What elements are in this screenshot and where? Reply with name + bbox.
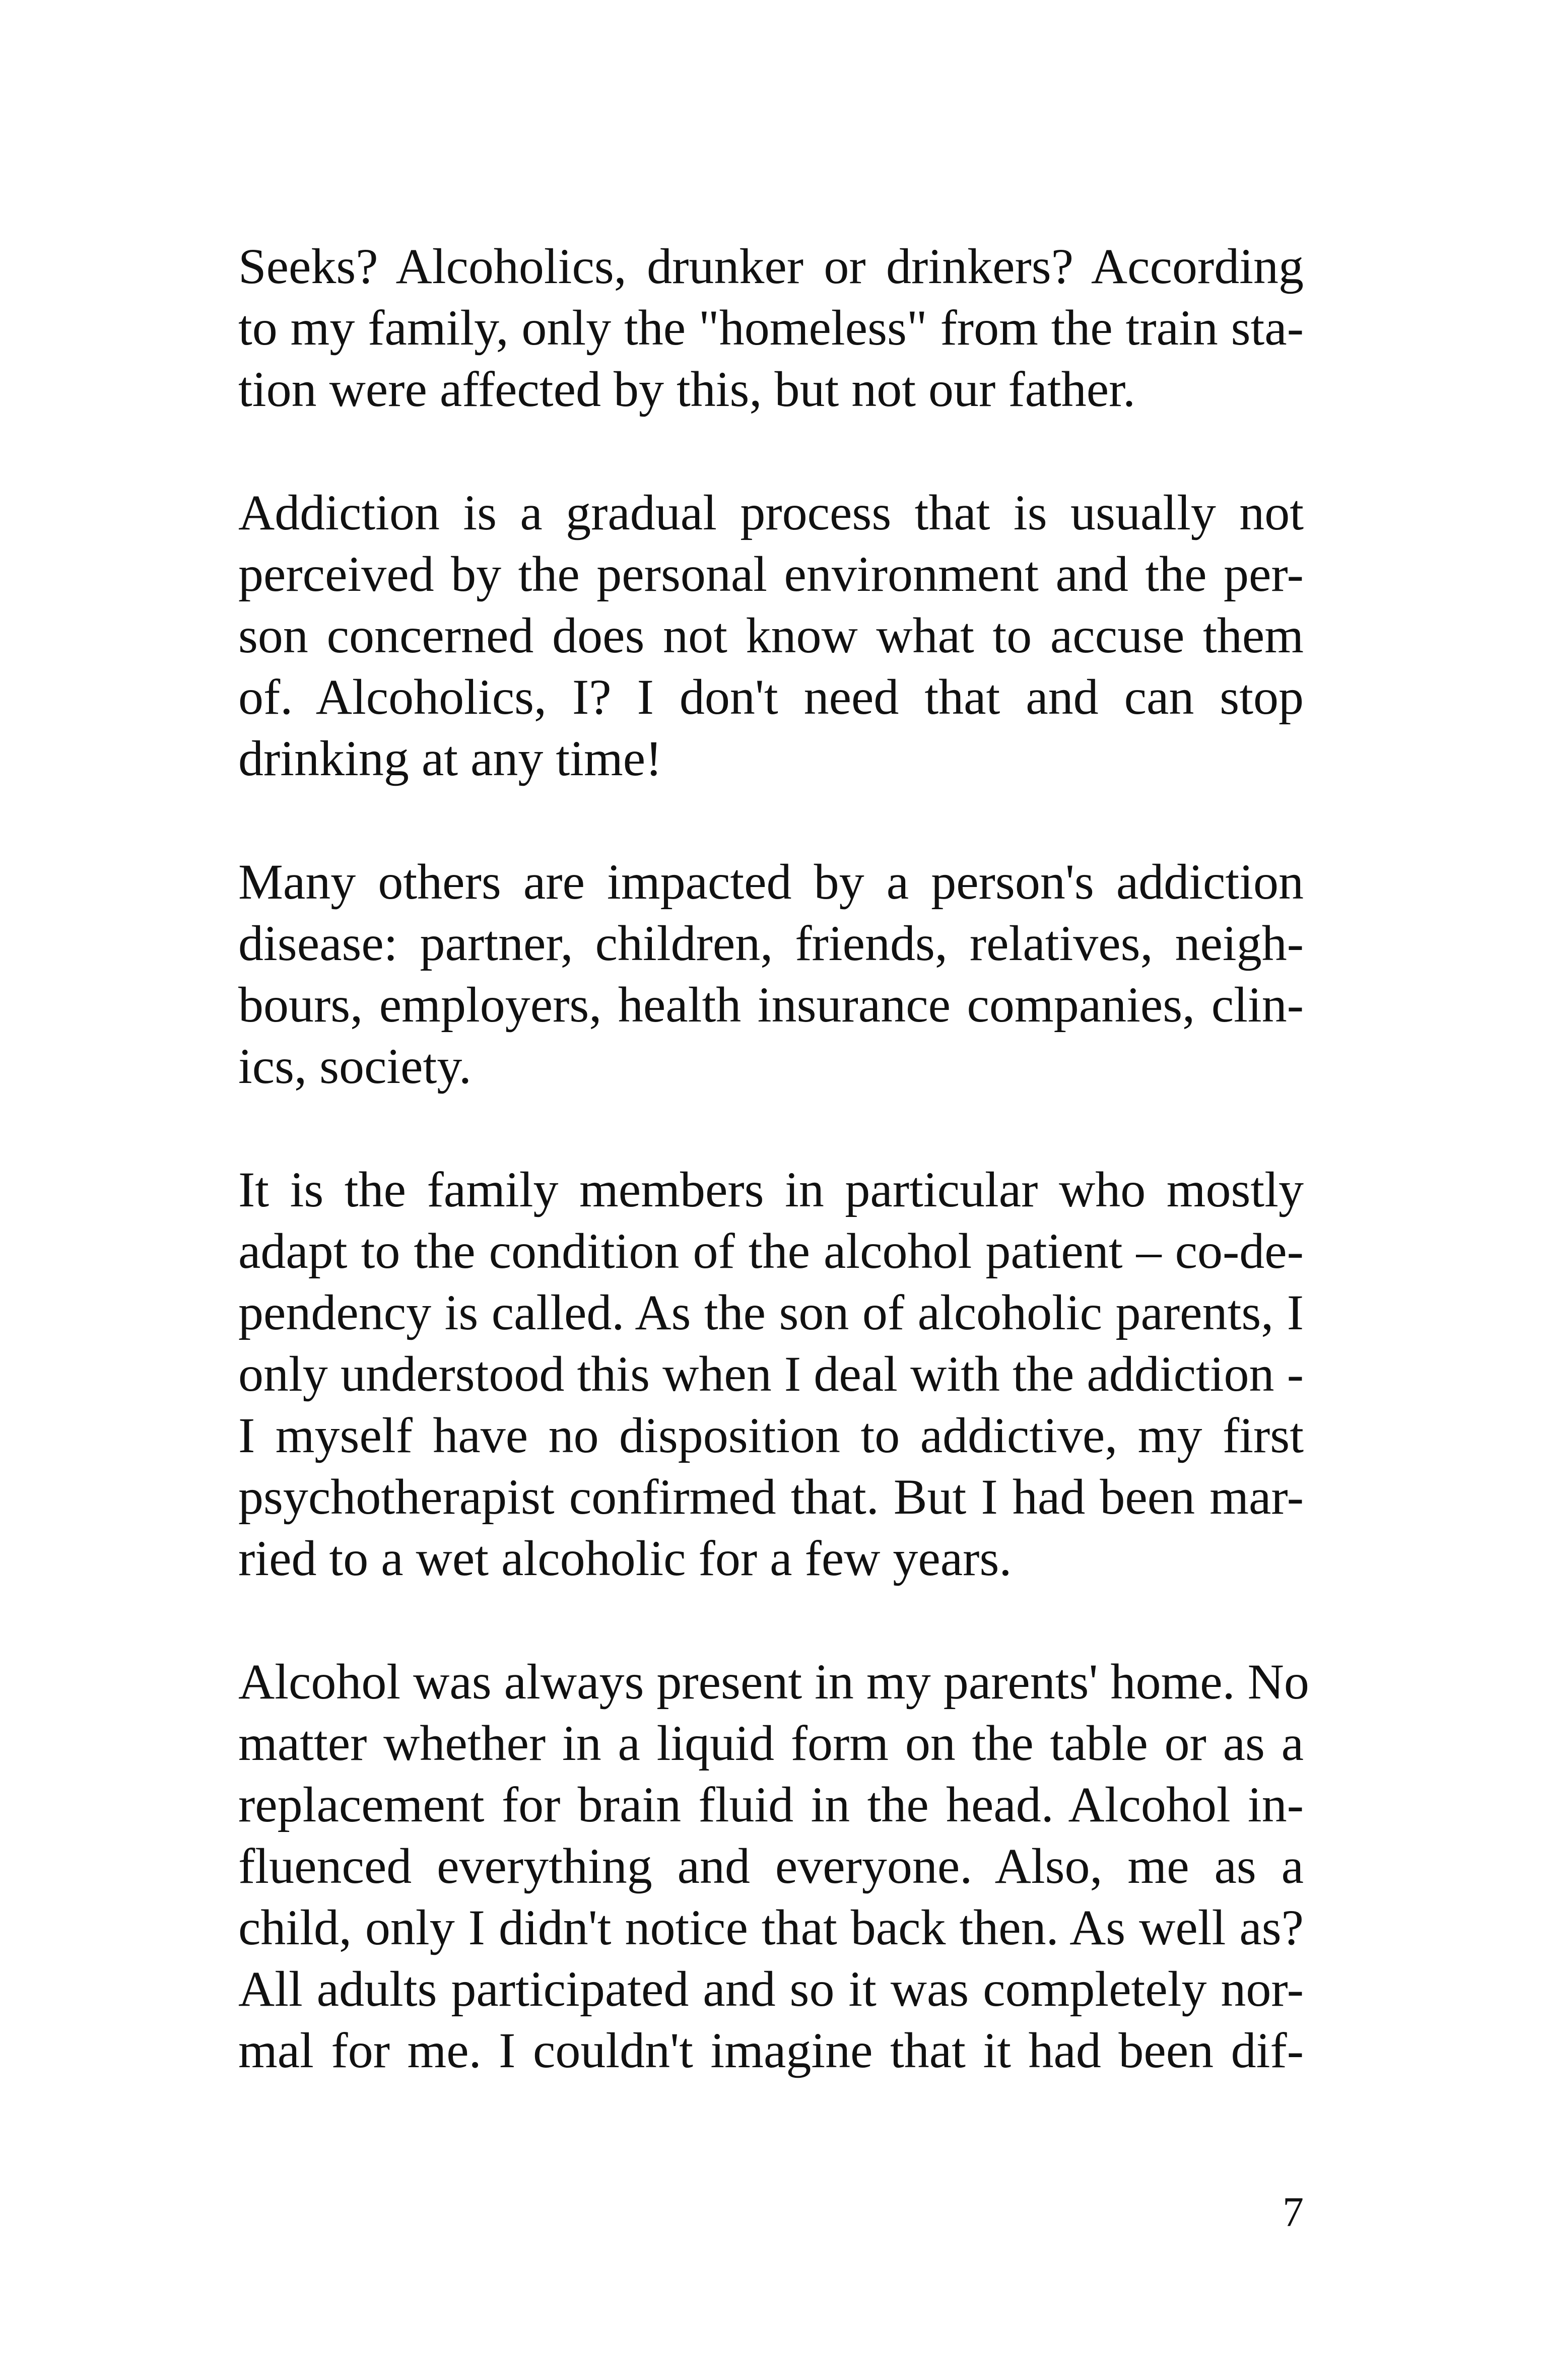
- text-line: It is the family members in particular who mostly: [238, 1162, 1304, 1217]
- text-line: of. Alcoholics, I? I don't need that and can stop: [238, 669, 1304, 725]
- text-line: Alcohol was always present in my parents' home. No: [238, 1654, 1309, 1710]
- body-text: [238, 236, 1309, 2081]
- text-line: I myself have no disposition to addictive, my first: [238, 1407, 1304, 1463]
- text-line: disease: partner, children, friends, relatives, neigh-: [238, 915, 1304, 971]
- paragraph-4: [238, 1159, 1304, 1589]
- text-line: drinking at any time!: [238, 730, 662, 786]
- text-line: fluenced everything and everyone. Also, me as a: [238, 1838, 1304, 1894]
- text-line: mal for me. I couldn't imagine that it had been dif-: [238, 2022, 1304, 2078]
- text-line: only understood this when I deal with the addiction -: [238, 1346, 1304, 1402]
- text-line: ried to a wet alcoholic for a few years.: [238, 1530, 1012, 1586]
- text-line: matter whether in a liquid form on the table or as a: [238, 1715, 1304, 1771]
- text-line: tion were affected by this, but not our father.: [238, 361, 1135, 417]
- paragraph-1: [238, 236, 1304, 420]
- text-line: bours, employers, health insurance companies, clin-: [238, 977, 1304, 1033]
- text-line: psychotherapist confirmed that. But I had been mar-: [238, 1469, 1304, 1525]
- text-line: pendency is called. As the son of alcoholic parents, I: [238, 1284, 1304, 1340]
- paragraph-3: [238, 851, 1304, 1097]
- text-line: Seeks? Alcoholics, drunker or drinkers? According: [238, 238, 1304, 294]
- text-line: ics, society.: [238, 1038, 472, 1094]
- text-line: son concerned does not know what to accuse them: [238, 607, 1304, 663]
- text-line: Many others are impacted by a person's addiction: [238, 854, 1304, 910]
- text-line: Addiction is a gradual process that is usually not: [238, 485, 1304, 540]
- text-line: adapt to the condition of the alcohol patient – co-de-: [238, 1223, 1304, 1279]
- text-line: All adults participated and so it was completely nor-: [238, 1961, 1304, 2017]
- text-line: replacement for brain fluid in the head. Alcohol in-: [238, 1777, 1304, 1832]
- paragraph-2: [238, 482, 1304, 789]
- text-line: perceived by the personal environment and the per-: [238, 546, 1304, 602]
- text-line: child, only I didn't notice that back then. As well as?: [238, 1899, 1304, 1955]
- paragraph-5: [238, 1651, 1309, 2081]
- page-number: 7: [1283, 2189, 1304, 2235]
- text-line: to my family, only the "homeless" from the train sta-: [238, 300, 1304, 356]
